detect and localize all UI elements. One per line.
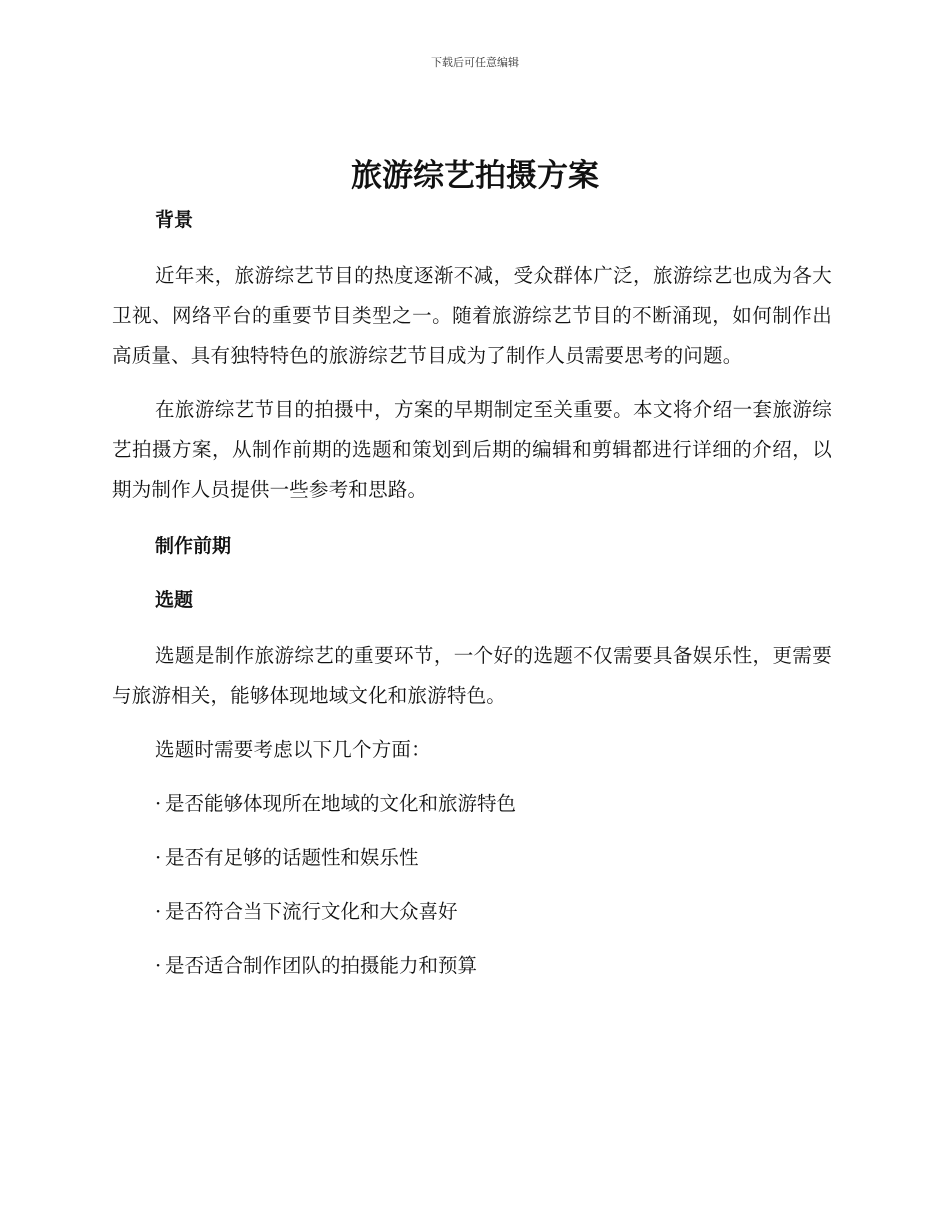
list-item-text: 是否适合制作团队的拍摄能力和预算 [165,954,478,977]
list-item-text: 是否符合当下流行文化和大众喜好 [165,900,458,923]
paragraph: 近年来，旅游综艺节目的热度逐渐不减，受众群体广泛，旅游综艺也成为各大卫视、网络平台的重要节目类型之一。随着旅游综艺节目的不断涌现，如何制作出高质量、具有独特特色的旅游综艺节目成为了制作人员需要思考的问题。 [112,264,832,367]
paragraph: 选题是制作旅游综艺的重要环节，一个好的选题不仅需要具备娱乐性，更需要与旅游相关，能够体现地域文化和旅游特色。 [112,644,832,707]
list-item [112,892,832,932]
list-item-text: 是否能够体现所在地域的文化和旅游特色 [165,792,517,815]
list-item [112,784,832,824]
header-note: 下载后可任意编辑 [431,56,519,69]
list-item [112,838,832,878]
bullet-icon: · [155,954,162,977]
bullet-icon: · [155,792,162,815]
section-heading-topic: 选题 [155,589,194,611]
paragraph: 在旅游综艺节目的拍摄中，方案的早期制定至关重要。本文将介绍一套旅游综艺拍摄方案，从制作前期的选题和策划到后期的编辑和剪辑都进行详细的介绍，以期为制作人员提供一些参考和思路。 [112,398,832,501]
bullet-icon: · [155,900,162,923]
section-heading-background: 背景 [155,209,194,231]
document-body [112,202,832,1000]
list-item [112,946,832,986]
document-title: 旅游综艺拍摄方案 [351,158,599,194]
bullet-icon: · [155,846,162,869]
paragraph: 选题时需要考虑以下几个方面： [155,738,431,761]
list-item-text: 是否有足够的话题性和娱乐性 [165,846,419,869]
section-heading-preproduction: 制作前期 [155,535,232,557]
